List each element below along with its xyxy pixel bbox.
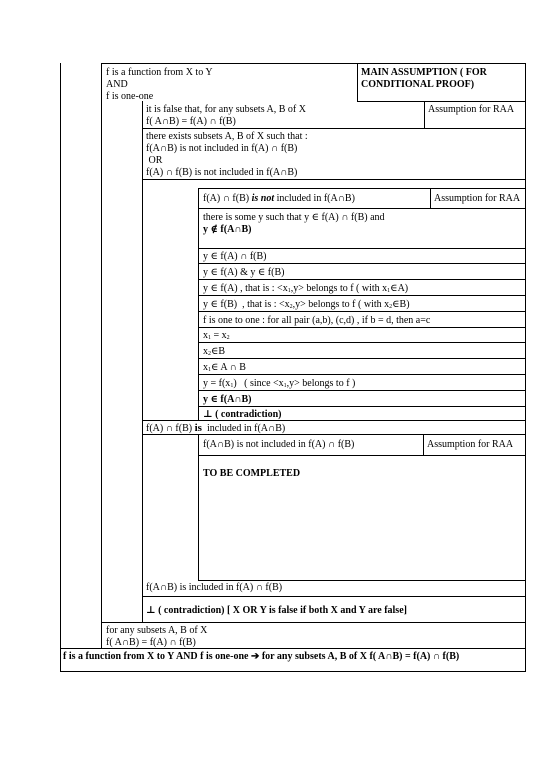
step-6-b: = x [211, 330, 227, 341]
conclusion: f is a function from X to Y AND f is one-one ➔ for any subsets A, B of X f( A∩B) = f(A) ∩ f(B) [63, 651, 460, 662]
step-3-sub-2: 1 [387, 288, 391, 294]
outer-left-border [60, 63, 61, 672]
rule-l2-c [142, 420, 526, 421]
step-9-a: y = f(x [203, 378, 231, 389]
step-8-sub: 1 [208, 367, 211, 373]
step-4-c: ∈B) [392, 299, 410, 310]
step-4-a: y ∈ f(B) , that is : <x [203, 299, 290, 310]
step-8-b: ∈ A ∩ B [211, 362, 246, 373]
rule-l3-6 [198, 311, 526, 312]
step-2: y ∈ f(A) & y ∈ f(B) [203, 267, 285, 278]
exists-line-2: f(A∩B) is not included in f(A) ∩ f(B) [146, 143, 298, 154]
main-assumption-line-1: f is a function from X to Y [106, 67, 213, 78]
rule-l3-8 [198, 342, 526, 343]
step-3-b: ,y> belongs to f ( with x [290, 283, 388, 294]
step-1: y ∈ f(A) ∩ f(B) [203, 251, 267, 262]
rule-l3-1 [198, 208, 526, 209]
raa1-line-2: f( A∩B) = f(A) ∩ f(B) [146, 116, 236, 127]
rule-l2-e [142, 596, 526, 597]
step-8 [203, 362, 246, 373]
exists-line-1: there exists subsets A, B of X such that : [146, 131, 308, 142]
rule-raa3-label-left [423, 434, 424, 456]
step-7-a: x [203, 346, 208, 357]
step-9-sub-1: 1 [230, 383, 234, 389]
step-6 [203, 330, 230, 341]
rule-before-conclusion [60, 648, 526, 649]
rule-l2-b [142, 179, 526, 180]
forall-line-2: f( A∩B) = f(A) ∩ f(B) [106, 637, 196, 648]
step-5: f is one to one : for all pair (a,b), (c,d) , if b = d, then a=c [203, 315, 431, 326]
main-assumption-label-2: CONDITIONAL PROOF) [361, 79, 475, 90]
step-3 [203, 283, 408, 294]
bottom-border [60, 671, 526, 672]
rule-l3-9 [198, 358, 526, 359]
step-11-contradiction: ⊥ ( contradiction) [203, 409, 282, 420]
rule-l2-a [142, 128, 526, 129]
raa3-label: Assumption for RAA [427, 439, 514, 450]
step-6-sub-1: 1 [208, 335, 211, 341]
rule-raa2-label-left [430, 188, 431, 209]
rule-l3-11 [198, 390, 526, 391]
raa1-line-1: it is false that, for any subsets A, B of X [146, 104, 306, 115]
rule-l3-top [198, 188, 526, 189]
step-4 [203, 299, 410, 310]
rule-l3-4 [198, 279, 526, 280]
raa2-statement [203, 193, 355, 204]
raa2-emph: is not [251, 193, 275, 204]
main-assumption-line-2: AND [106, 79, 128, 90]
forall-line-1: for any subsets A, B of X [106, 625, 208, 636]
rule-raa1-label-left [424, 101, 425, 129]
exists-line-3: OR [146, 155, 163, 166]
rule-l3-5 [198, 295, 526, 296]
rule-l3-2 [198, 248, 526, 249]
step-3-sub-1: 1 [287, 288, 291, 294]
included-pre: f(A) ∩ f(B) [146, 423, 195, 434]
some-y-line-1: there is some y such that y ∈ f(A) ∩ f(B) and [203, 212, 385, 223]
raa1-label: Assumption for RAA [428, 104, 515, 115]
step-3-a: y ∈ f(A) , that is : <x [203, 283, 288, 294]
step-9 [203, 378, 355, 389]
step-4-sub-1: 2 [289, 304, 293, 310]
step-6-sub-2: 2 [226, 335, 230, 341]
raa2-pre: f(A) ∩ f(B) [203, 193, 252, 204]
some-y-line-2: y ∉ f(A∩B) [203, 224, 252, 235]
step-10: y ∈ f(A∩B) [203, 394, 252, 405]
rule-l2-d [142, 434, 526, 435]
step-7-sub: 2 [208, 351, 211, 357]
rule-l3-7 [198, 327, 526, 328]
rule-l3-left [198, 188, 199, 421]
step-4-b: ,y> belongs to f ( with x [292, 299, 390, 310]
contradiction-2: ⊥ ( contradiction) [ X OR Y is false if both X and Y are false] [146, 605, 407, 616]
raa3-statement: f(A∩B) is not included in f(A) ∩ f(B) [203, 439, 355, 450]
included-2: f(A∩B) is included in f(A) ∩ f(B) [146, 582, 283, 593]
step-6-a: x [203, 330, 208, 341]
step-9-sub-2: 1 [283, 383, 287, 389]
main-assumption-line-3: f is one-one [106, 91, 154, 102]
step-7-b: ∈B [211, 346, 226, 357]
included-post: included in f(A∩B) [201, 423, 286, 434]
step-9-c: ,y> belongs to f ) [286, 378, 356, 389]
rule-raa3-a [198, 455, 526, 456]
included-bold: is [194, 422, 202, 434]
rule-l1-left [101, 63, 102, 649]
rule-raa3-b [198, 580, 526, 581]
rule-after-main [357, 101, 526, 102]
raa2-post: included in f(A∩B) [274, 193, 355, 204]
raa2-label: Assumption for RAA [434, 193, 521, 204]
step-9-b: ) ( since <x [233, 378, 284, 389]
rule-top [101, 63, 526, 64]
step-3-c: ∈A) [390, 283, 409, 294]
step-4-sub-2: 2 [389, 304, 393, 310]
step-7 [203, 346, 225, 357]
exists-line-4: f(A) ∩ f(B) is not included in f(A∩B) [146, 167, 298, 178]
to-be-completed: TO BE COMPLETED [203, 468, 301, 479]
rule-before-forall [101, 622, 526, 623]
rule-l3-3 [198, 263, 526, 264]
included-statement [146, 423, 285, 434]
rule-l3-12 [198, 406, 526, 407]
rule-main-label-left [357, 63, 358, 101]
main-assumption-label-1: MAIN ASSUMPTION ( FOR [361, 67, 487, 78]
rule-l3-10 [198, 374, 526, 375]
step-8-a: x [203, 362, 208, 373]
